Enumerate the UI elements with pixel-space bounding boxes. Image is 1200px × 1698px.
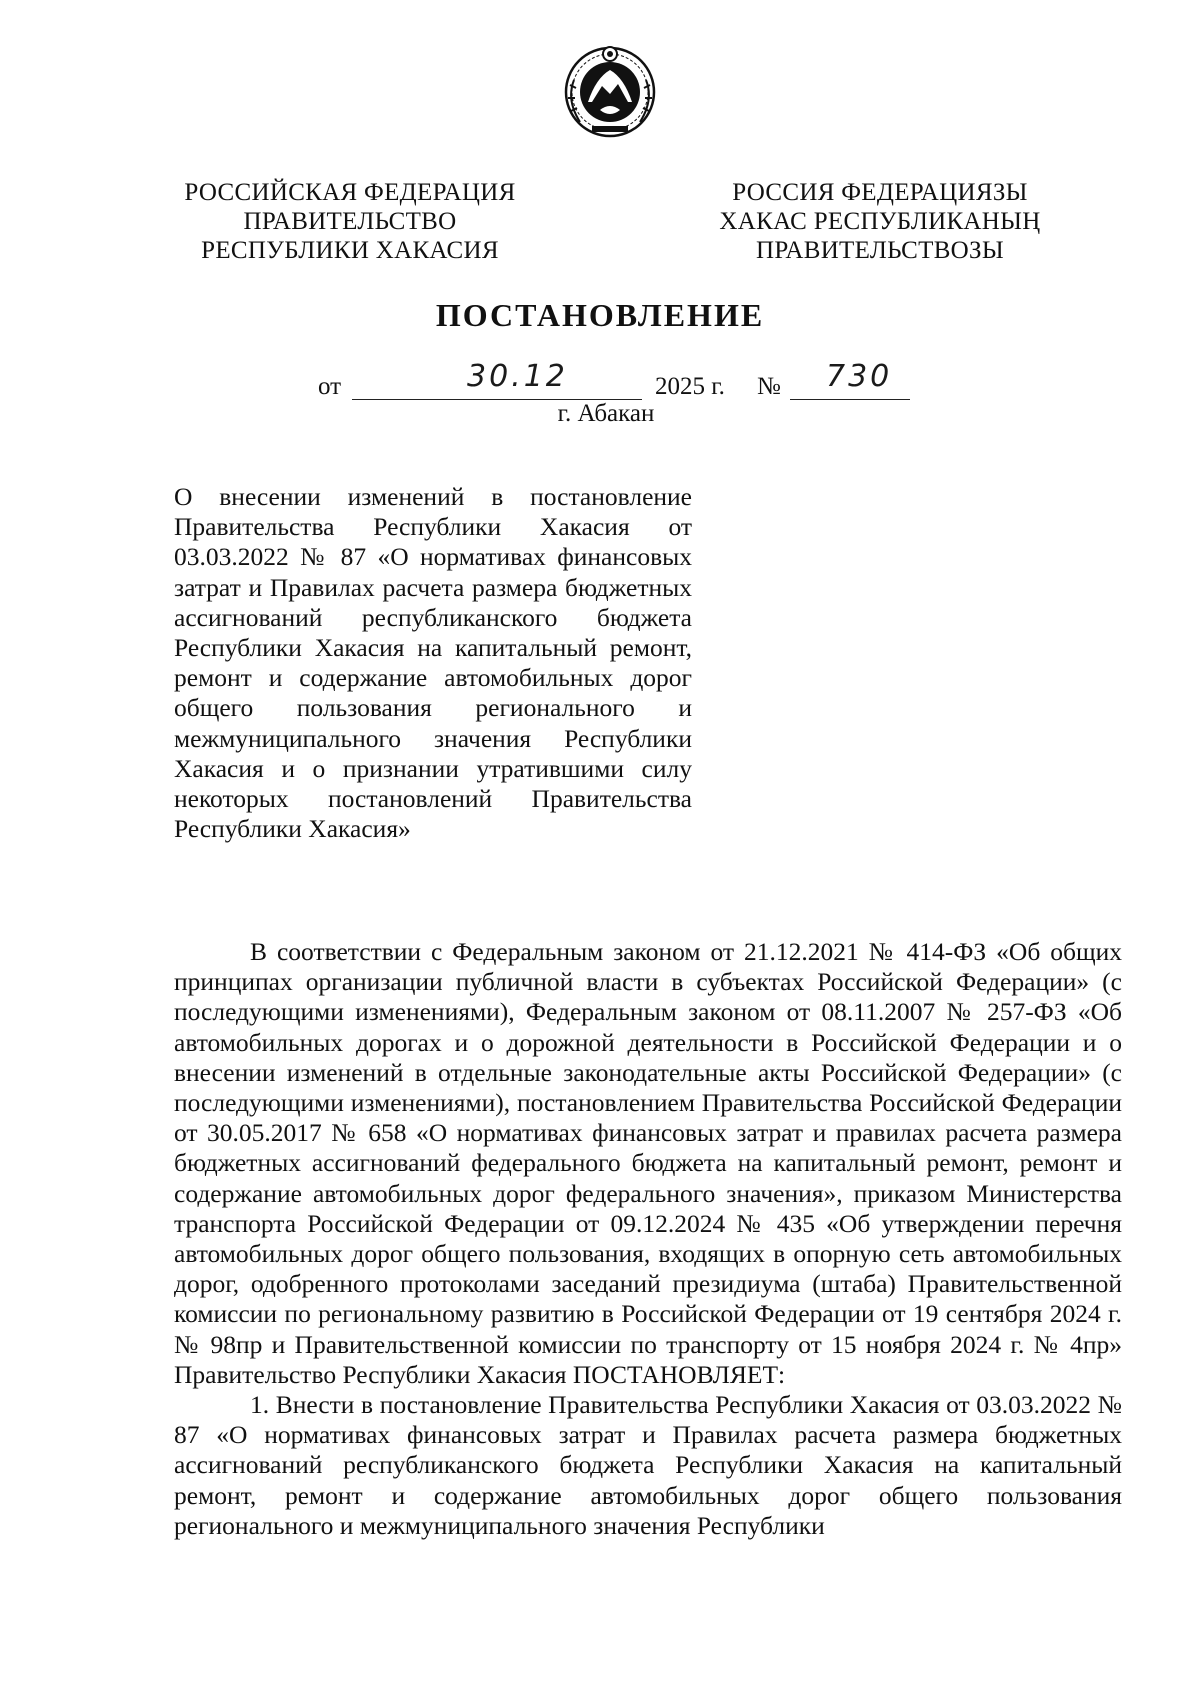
coat-of-arms-emblem	[562, 40, 658, 140]
document-type-title: ПОСТАНОВЛЕНИЕ	[435, 297, 765, 333]
header-right-line: ПРАВИТЕЛЬСТВОЗЫ	[756, 237, 1004, 264]
date-prefix: от	[318, 373, 342, 400]
header-right-block	[680, 178, 1080, 265]
header-left-line: РОССИЙСКАЯ ФЕДЕРАЦИЯ	[184, 179, 516, 206]
handwritten-date: 30.12	[467, 359, 568, 394]
handwritten-number: 730	[826, 359, 893, 394]
header-left-block	[150, 178, 550, 265]
number-sign: №	[757, 373, 781, 400]
date-number-line	[0, 359, 1200, 405]
city-name: г. Абакан	[557, 400, 655, 427]
header-left-line: ПРАВИТЕЛЬСТВО	[243, 208, 457, 235]
body-paragraph: В соответствии с Федеральным законом от 21.12.2021 № 414-ФЗ «Об общих принципах организации публичной власти в субъектах Российской Федерации» (с последующими изменениями), Федеральным законом от 08.11.2007 № 257-ФЗ «Об автомобильных дорогах и о дорожной деятельности в Российской Федерации и о внесении изменений в отдельные законодательные акты Российской Федерации» (с последующими изменениями), постановлением Правительства Российской Федерации от 30.05.2017 № 658 «О нормативах финансовых затрат и правилах расчета размера бюджетных ассигнований федерального бюджета на капитальный ремонт, ремонт и содержание автомобильных дорог федерального значения», приказом Министерства транспорта Российской Федерации от 09.12.2024 № 435 «Об утверждении перечня автомобильных дорог общего пользования, входящих в опорную сеть автомобильных дорог, одобренного протоколами заседаний президиума (штаба) Правительственной комиссии по региональному развитию в Российской Федерации от 19 сентября 2024 г. № 98пр и Правительственной комиссии по транспорту от 15 ноября 2024 г. № 4пр» Правительство Республики Хакасия ПОСТАНОВЛЯЕТ:	[174, 937, 1122, 1389]
body-paragraph: 1. Внести в постановление Правительства Республики Хакасия от 03.03.2022 № 87 «О нормативах финансовых затрат и Правилах расчета размера бюджетных ассигнований республиканского бюджета Республики Хакасия на капитальный ремонт, ремонт и содержание автомобильных дорог общего пользования регионального и межмуниципального значения Республики	[174, 1390, 1122, 1540]
document-body	[174, 937, 1122, 1541]
number-field	[790, 359, 910, 400]
header-right-line: РОССИЯ ФЕДЕРАЦИЯЗЫ	[732, 179, 1028, 206]
document-subject: О внесении изменений в постановление Правительства Республики Хакасия от 03.03.2022 № 87 «О нормативах финансовых затрат и Правилах расчета размера бюджетных ассигнований республиканского бюджета Республики Хакасия на капитальный ремонт, ремонт и содержание автомобильных дорог общего пользования регионального и межмуниципального значения Республики Хакасия и о признании утратившими силу некоторых постановлений Правительства Республики Хакасия»	[174, 482, 692, 844]
year-suffix: 2025 г.	[655, 373, 725, 400]
header-right-line: ХАКАС РЕСПУБЛИКАНЫҢ	[719, 208, 1041, 235]
header-left-line: РЕСПУБЛИКИ ХАКАСИЯ	[201, 237, 499, 264]
date-field	[352, 359, 642, 400]
